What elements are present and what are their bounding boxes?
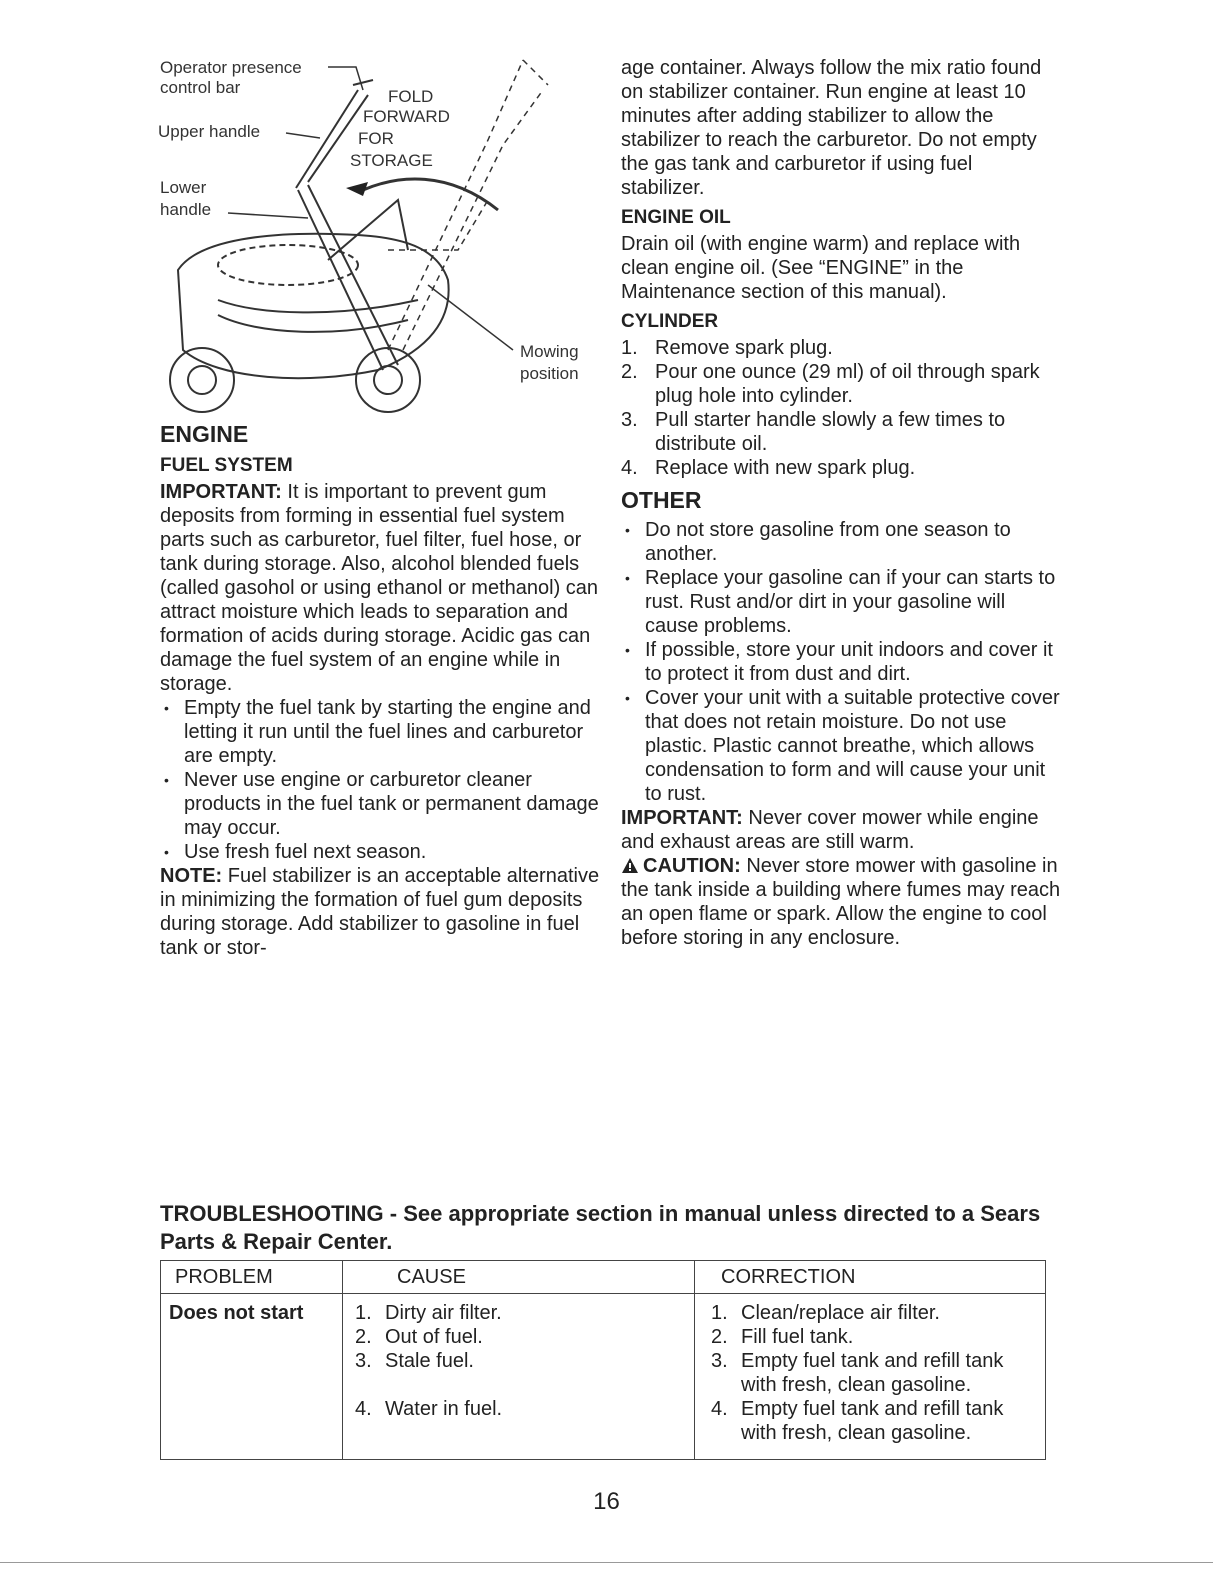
- step-text: Replace with new spark plug.: [655, 457, 916, 479]
- mower-storage-diagram: [158, 50, 598, 420]
- engine-oil-paragraph: Drain oil (with engine warm) and replace with clean engine oil. (See “ENGINE” in the Maintenance section of this manual).: [621, 233, 1021, 303]
- table-row: [711, 1325, 1041, 1349]
- table-row: [355, 1397, 685, 1421]
- step-text: Remove spark plug.: [655, 337, 833, 359]
- note-paragraph: [160, 864, 600, 960]
- diagram-label-fold: FOLD: [388, 87, 434, 106]
- engine-oil-heading: ENGINE OIL: [621, 207, 731, 228]
- diagram-label-handle: handle: [160, 200, 212, 219]
- correction-text: Clean/replace air filter.: [741, 1302, 940, 1324]
- diagram-label-upper-handle: Upper handle: [158, 122, 261, 141]
- cause-cell: [355, 1301, 685, 1421]
- correction-number: 4.: [711, 1398, 728, 1420]
- table-row: [355, 1349, 685, 1397]
- correction-number: 3.: [711, 1350, 728, 1372]
- step-text: Pull starter handle slowly a few times to distribute oil.: [655, 409, 1006, 455]
- page-number: 16: [593, 1488, 620, 1515]
- list-item: [621, 360, 1061, 408]
- right-column: [621, 56, 1061, 950]
- fuel-important-paragraph: [160, 480, 600, 696]
- cause-text: Stale fuel.: [385, 1350, 474, 1372]
- correction-cell: [711, 1301, 1041, 1445]
- step-number: 1.: [621, 337, 638, 359]
- continuation-paragraph: age container. Always follow the mix ratio found on stabilizer container. Run engine at least 10 minutes after adding stabilizer to allow the stabilizer to reach the carburetor. Do not empty the gas tank and carburetor if using fuel stabilizer.: [621, 57, 1042, 199]
- list-item: [621, 336, 1061, 360]
- header-problem: PROBLEM: [175, 1266, 273, 1288]
- correction-number: 1.: [711, 1302, 728, 1324]
- diagram-label-forward: FORWARD: [363, 107, 450, 126]
- correction-text: Empty fuel tank and refill tank with fresh, clean gasoline.: [741, 1398, 1004, 1444]
- correction-text: Fill fuel tank.: [741, 1326, 854, 1348]
- caution-label: CAUTION:: [643, 855, 741, 877]
- cause-text: Dirty air filter.: [385, 1302, 502, 1324]
- troubleshooting-title: TROUBLESHOOTING - See appropriate section in manual unless directed to a Sears Parts & Repair Center.: [160, 1201, 1041, 1254]
- important-text: Never cover mower while engine and exhaust areas are still warm.: [621, 807, 1039, 853]
- table-header-rule: [161, 1293, 1045, 1294]
- header-correction: CORRECTION: [721, 1266, 856, 1288]
- list-item: • Use fresh fuel next season.: [160, 840, 600, 864]
- list-item: [621, 408, 1061, 456]
- table-row: [711, 1301, 1041, 1325]
- table-row: [711, 1397, 1041, 1445]
- caution-paragraph: [621, 854, 1061, 950]
- fuel-system-heading: FUEL SYSTEM: [160, 455, 293, 476]
- table-divider: [694, 1261, 695, 1459]
- correction-text: Empty fuel tank and refill tank with fresh, clean gasoline.: [741, 1350, 1004, 1396]
- table-row: [711, 1349, 1041, 1397]
- other-bullet-list: [621, 518, 1061, 806]
- fuel-bullet-list: [160, 696, 600, 864]
- important-label: IMPORTANT:: [621, 807, 743, 829]
- step-number: 4.: [621, 457, 638, 479]
- cause-text: Out of fuel.: [385, 1326, 483, 1348]
- diagram-label-for: FOR: [358, 129, 394, 148]
- cause-number: 3.: [355, 1350, 372, 1372]
- step-number: 3.: [621, 409, 638, 431]
- list-item: • Replace your gasoline can if your can starts to rust. Rust and/or dirt in your gasoline will cause problems.: [621, 566, 1061, 638]
- diagram-label-control-bar: control bar: [160, 78, 241, 97]
- table-row: [355, 1325, 685, 1349]
- list-item: • Cover your unit with a suitable protective cover that does not retain moisture. Do not use plastic. Plastic cannot breathe, which allows condensation to form and will cause your unit to rust.: [621, 686, 1061, 806]
- cause-number: 1.: [355, 1302, 372, 1324]
- note-text: Fuel stabilizer is an acceptable alternative in minimizing the formation of fuel gum deposits during storage. Add stabilizer to gasoline in fuel tank or stor-: [160, 865, 600, 959]
- list-item: • If possible, store your unit indoors and cover it to protect it from dust and dirt.: [621, 638, 1061, 686]
- engine-heading: ENGINE: [160, 421, 249, 447]
- cause-number: 2.: [355, 1326, 372, 1348]
- troubleshooting-table: [160, 1260, 1046, 1460]
- cover-important-paragraph: [621, 806, 1061, 854]
- bottom-rule: [0, 1562, 1213, 1563]
- cause-text: Water in fuel.: [385, 1398, 503, 1420]
- diagram-label-lower: Lower: [160, 178, 207, 197]
- note-label: NOTE:: [160, 865, 223, 887]
- diagram-label-mowing: Mowing: [520, 342, 579, 361]
- problem-cell: Does not start: [169, 1302, 304, 1324]
- important-label: IMPORTANT:: [160, 481, 282, 503]
- list-item: [621, 456, 1061, 480]
- correction-number: 2.: [711, 1326, 728, 1348]
- table-row: [355, 1301, 685, 1325]
- list-item: • Do not store gasoline from one season to another.: [621, 518, 1061, 566]
- diagram-label-operator-presence: Operator presence: [160, 58, 302, 77]
- important-text: It is important to prevent gum deposits from forming in essential fuel system parts such as carburetor, fuel filter, fuel hose, or tank during storage. Also, alcohol blended fuels (called gasohol or using ethanol or methanol) can attract moisture which leads to separation and formation of acids during storage. Acidic gas can damage the fuel system of an engine while in storage.: [160, 481, 599, 695]
- table-divider: [342, 1261, 343, 1459]
- list-item: • Never use engine or carburetor cleaner products in the fuel tank or permanent damage may occur.: [160, 768, 600, 840]
- left-column: [160, 420, 600, 960]
- cylinder-steps: [621, 336, 1061, 480]
- diagram-label-storage: STORAGE: [350, 151, 433, 170]
- cylinder-heading: CYLINDER: [621, 311, 719, 332]
- list-item: • Empty the fuel tank by starting the engine and letting it run until the fuel lines and carburetor are empty.: [160, 696, 600, 768]
- header-cause: CAUSE: [397, 1266, 466, 1288]
- step-text: Pour one ounce (29 ml) of oil through spark plug hole into cylinder.: [655, 361, 1040, 407]
- other-heading: OTHER: [621, 487, 702, 513]
- warning-triangle-icon: [621, 857, 639, 874]
- cause-number: 4.: [355, 1398, 372, 1420]
- caution-text: Never store mower with gasoline in the tank inside a building where fumes may reach an open flame or spark. Allow the engine to cool before storing in any enclosure.: [621, 855, 1061, 949]
- step-number: 2.: [621, 361, 638, 383]
- diagram-label-position: position: [520, 364, 579, 383]
